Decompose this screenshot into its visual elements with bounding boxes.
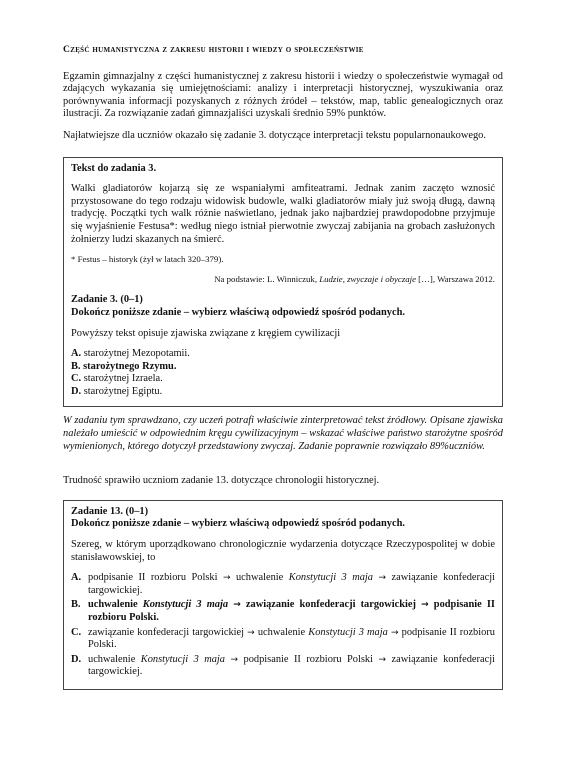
answer-option-d: D. starożytnej Egiptu.	[71, 385, 163, 397]
answer-option-b: B. uchwalenie Konstytucji 3 maja → zawiązanie konfederacji targowickiej → podpisanie II rozbioru Polski.	[71, 599, 495, 623]
answer-option-b: B. starożytnego Rzymu.	[71, 360, 177, 372]
answer-options	[71, 348, 495, 398]
answer-option-c: C. zawiązanie konfederacji targowickiej → uchwalenie Konstytucji 3 maja → podpisanie II rozbioru Polski.	[71, 626, 495, 651]
task-instruction: Dokończ poniższe zdanie – wybierz właściwą odpowiedź spośród podanych.	[71, 306, 405, 318]
task-13-box	[63, 500, 503, 690]
source-citation	[71, 273, 495, 286]
task-stem: Powyższy tekst opisuje zjawiska związane z kręgiem cywilizacji	[71, 327, 341, 339]
task-title: Zadanie 13. (0–1)	[71, 505, 149, 517]
text-title: Tekst do zadania 3.	[71, 162, 157, 174]
answer-option-d: D. uchwalenie Konstytucji 3 maja → podpisanie II rozbioru Polski → zawiązanie konfederacji targowickiej.	[71, 653, 496, 678]
intro-paragraph: Egzamin gimnazjalny z części humanistycznej z zakresu historii i wiedzy o społeczeństwie wymagał od zdających wykazania się umiejętnościami: analizy i interpretacji historycznej, wyszukiwania oraz porównywania informacji pozyskanych z różnych źródeł – tekstów, map, tablic genealogicznych oraz ilustracji. Za rozwiązanie zadań gimnazjaliści uzyskali średnio 59% punktów.	[63, 70, 503, 120]
task-instruction: Dokończ poniższe zdanie – wybierz właściwą odpowiedź spośród podanych.	[71, 518, 405, 530]
answer-option-a: A. podpisanie II rozbioru Polski → uchwalenie Konstytucji 3 maja → zawiązanie konfederacji targowickiej.	[71, 572, 496, 596]
task-3-box	[63, 157, 503, 408]
task-3-commentary: W zadaniu tym sprawdzano, czy uczeń potrafi właściwie zinterpretować tekst źródłowy. Opisane zjawiska należało umieścić w odpowiednim kręgu cywilizacyjnym – wskazać właściwe państwo starożytne spośród wymienionych, którego dotyczył przedstawiony zwyczaj. Zadanie poprawnie rozwiązało 89%uczniów.	[63, 415, 503, 452]
footnote: * Festus – historyk (żył w latach 320–379).	[71, 254, 224, 265]
source-text: Walki gladiatorów kojarzą się ze wspaniałymi amfiteatrami. Jednak zanim zaczęto wznosić przystosowane do tego rodzaju widowisk budowle, walki gladiatorów miały już swoją długą, dawną tradycję. Początki tych walk różnie naświetlano, jednak jako najbardziej prawdopodobne przyjmuje się wyjaśnienie Festusa*: według niego istniał pierwotnie zwyczaj zabijania na grobach zasłużonych żołnierzy ludzi skazanych na śmierć.	[71, 183, 495, 245]
citation-title: Ludzie, zwyczaje i obyczaje	[319, 273, 416, 284]
section-heading: Część humanistyczna z zakresu historii i wiedzy o społeczeństwie	[63, 44, 364, 55]
citation-author: Na podstawie: L. Winniczuk,	[214, 273, 320, 284]
answer-option-c: C. starożytnej Izraela.	[71, 373, 163, 385]
task-title: Zadanie 3. (0–1)	[71, 294, 143, 306]
task-stem: Szereg, w którym uporządkowano chronologicznie wydarzenia dotyczące Rzeczypospolitej w dobie stanisławowskiej, to	[71, 539, 495, 563]
answer-option-a: A. starożytnej Mezopotamii.	[71, 348, 190, 360]
citation-publication: […], Warszawa 2012.	[415, 273, 495, 284]
difficulty-paragraph: Trudność sprawiło uczniom zadanie 13. dotyczące chronologii historycznej.	[63, 475, 380, 487]
document-page	[63, 44, 503, 690]
easiest-task-paragraph: Najłatwiejsze dla uczniów okazało się zadanie 3. dotyczące interpretacji tekstu popularnonaukowego.	[63, 129, 486, 141]
